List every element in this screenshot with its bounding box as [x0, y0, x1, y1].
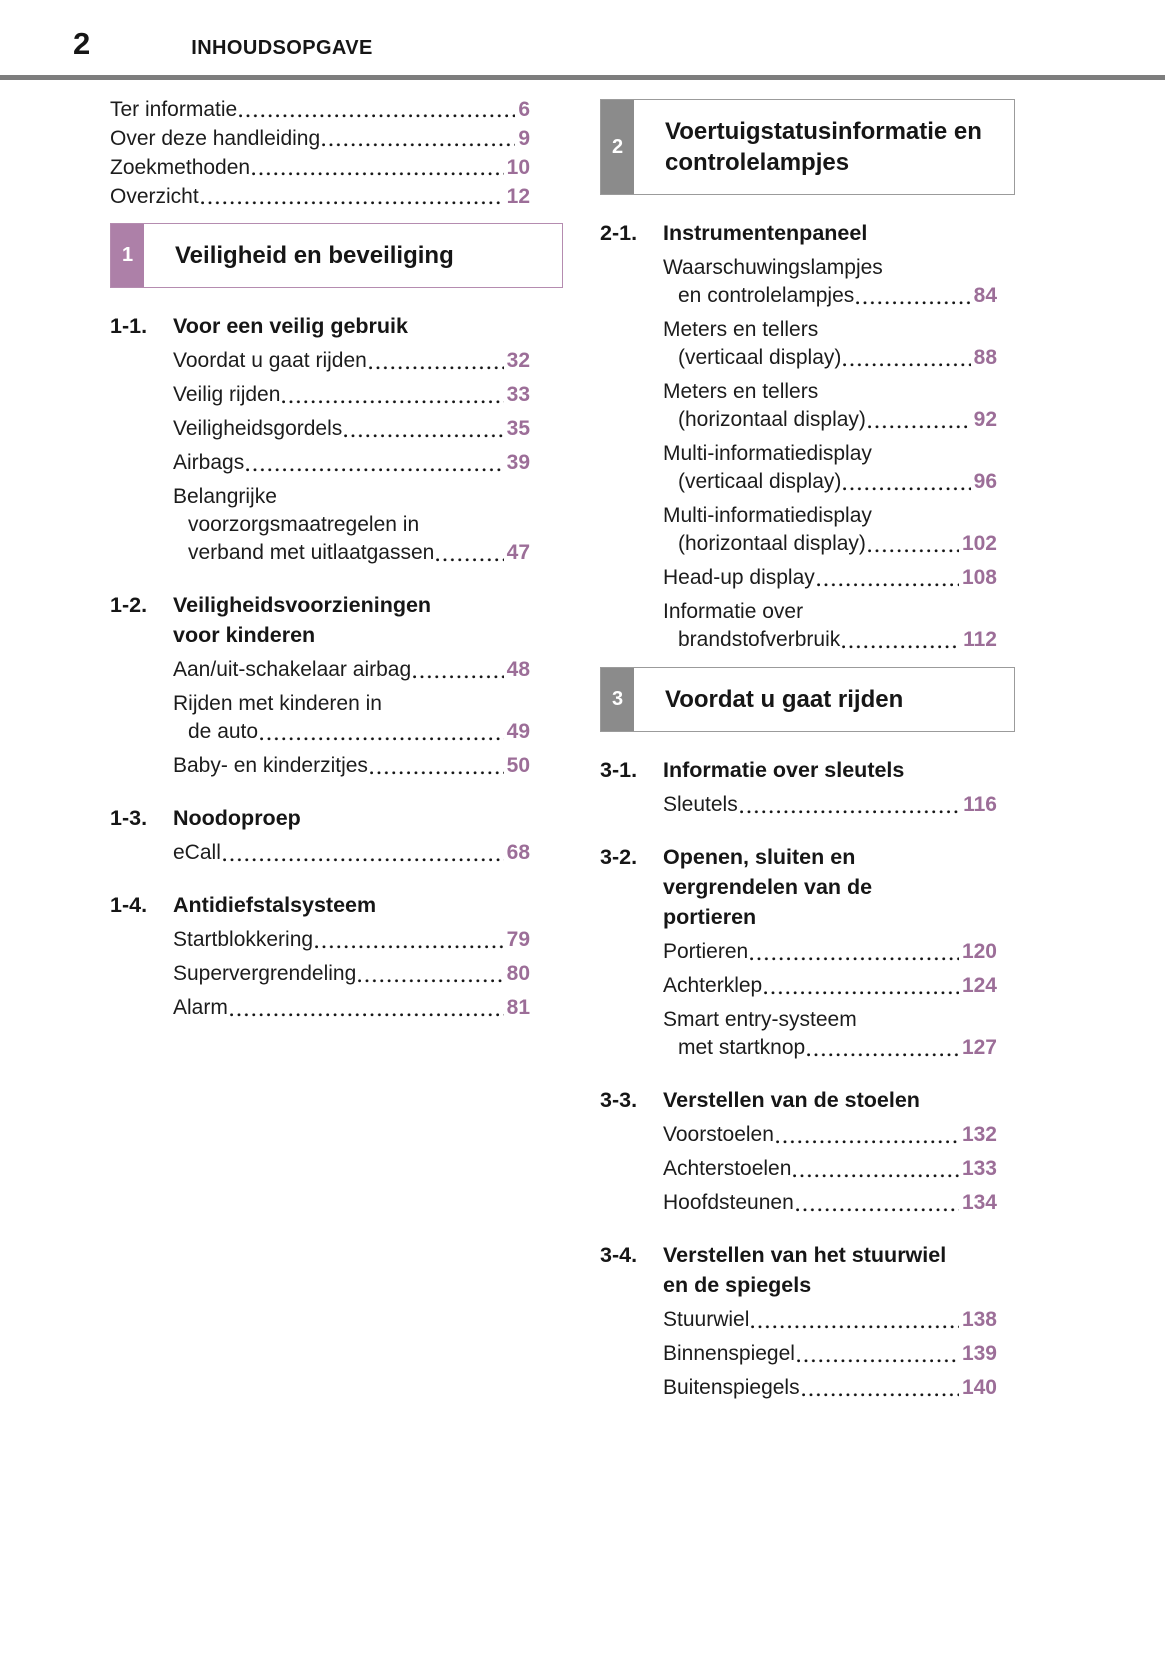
chapter-box-2: [600, 99, 1015, 195]
leader-dots: [843, 363, 970, 367]
toc-entry-label: Voordat u gaat rijden: [173, 349, 367, 372]
leader-dots: [842, 645, 960, 649]
toc-entry-row: [173, 415, 530, 443]
toc-entry: [173, 960, 530, 988]
front-toc-entry: [110, 97, 530, 123]
toc-entry-label: Hoofdsteunen: [663, 1191, 794, 1214]
section-heading: [110, 590, 530, 650]
section-heading: [600, 1085, 997, 1115]
toc-entry-page: 120: [961, 940, 997, 963]
toc-entry-page: 102: [961, 532, 997, 555]
toc-entry-page: 50: [506, 754, 530, 777]
toc-section-14: [110, 890, 530, 1022]
toc-entry-row: [663, 1340, 997, 1368]
toc-entry-page: 68: [506, 841, 530, 864]
toc-entry-row: [663, 938, 997, 966]
front-toc-entry: [110, 184, 530, 210]
toc-entry-label: Airbags: [173, 451, 245, 474]
toc-entry-row: [173, 839, 530, 867]
chapter-title: [634, 668, 911, 731]
toc-entry-page: 112: [963, 628, 997, 651]
toc-entry: [173, 752, 530, 780]
toc-entry-label: Aan/uit-schakelaar airbag: [173, 658, 412, 681]
section-heading: [600, 218, 997, 248]
chapter-number-tab: 3: [601, 668, 634, 731]
toc-entry: [173, 839, 530, 867]
toc-entry-label: Portieren: [663, 940, 749, 963]
leader-dots: [260, 737, 504, 741]
toc-entry-page: 140: [961, 1376, 997, 1399]
toc-entry-label: Sleutels: [663, 793, 738, 816]
section-entries: [173, 347, 530, 567]
section-title-line: Openen, sluiten en: [663, 845, 856, 869]
toc-entry: [663, 564, 997, 592]
toc-entry-row: [663, 564, 997, 592]
toc-entry-page: 116: [963, 793, 997, 816]
toc-entry-page: 12: [506, 185, 530, 208]
section-entries: [173, 926, 530, 1022]
toc-entry-label: Veiligheidsgordels: [173, 417, 343, 440]
toc-entry-label: (verticaal display): [678, 346, 842, 369]
toc-entry-page: 134: [961, 1191, 997, 1214]
leader-dots: [344, 434, 503, 438]
leader-dots: [843, 487, 970, 491]
leader-dots: [252, 172, 504, 176]
page-title: INHOUDSOPGAVE: [191, 37, 373, 59]
section-title: [173, 590, 530, 650]
toc-entry-row: [678, 626, 997, 654]
toc-entry-label: Binnenspiegel: [663, 1342, 795, 1365]
toc-entry: [663, 1374, 997, 1402]
toc-entry-page: 133: [961, 1157, 997, 1180]
toc-entry-row: [188, 718, 530, 746]
section-number: 1-3.: [110, 806, 148, 830]
toc-section-33: [600, 1085, 997, 1217]
toc-entry-row: [663, 1189, 997, 1217]
section-title: [663, 842, 997, 932]
toc-entry-label: eCall: [173, 841, 221, 864]
section-entries: [663, 1121, 997, 1217]
toc-entry-label: Ter informatie: [110, 98, 238, 121]
toc-entry-row: [663, 1306, 997, 1334]
section-heading: [600, 1240, 997, 1300]
leader-dots: [817, 583, 959, 587]
section-title-line: Veiligheidsvoorzieningen: [173, 593, 432, 617]
toc-entry: [663, 1306, 997, 1334]
section-heading: [110, 311, 530, 341]
toc-entry-label: Baby- en kinderzitjes: [173, 754, 368, 777]
leader-dots: [868, 549, 959, 553]
chapter-box-3: [600, 667, 1015, 732]
chapter-box-1: [110, 223, 563, 288]
toc-entry: [663, 972, 997, 1000]
toc-entry-page: 6: [518, 98, 530, 121]
toc-entry: [663, 1121, 997, 1149]
toc-entry-label: (horizontaal display): [678, 408, 866, 431]
section-title-line: Informatie over sleutels: [663, 758, 905, 782]
toc-entry-row: [173, 926, 530, 954]
toc-entry-page: 92: [973, 408, 997, 431]
toc-section-31: [600, 755, 997, 819]
leader-dots: [868, 425, 971, 429]
toc-entry: [663, 791, 997, 819]
toc-section-21: [600, 218, 997, 654]
toc-entry: [173, 656, 530, 684]
section-entries: [663, 254, 997, 654]
section-title-line: en de spiegels: [663, 1273, 812, 1297]
toc-entry-page: 9: [518, 127, 530, 150]
leader-dots: [807, 1053, 959, 1057]
toc-entry: [173, 483, 530, 567]
toc-entry-row: [678, 282, 997, 310]
leader-dots: [246, 468, 503, 472]
toc-entry-label: Achterklep: [663, 974, 763, 997]
toc-entry-label: de auto: [188, 720, 259, 743]
section-title: [173, 311, 530, 341]
section-entries: [173, 839, 530, 867]
toc-column-left: [110, 94, 530, 1028]
section-number: 1-2.: [110, 593, 148, 617]
toc-entry-label: Zoekmethoden: [110, 156, 251, 179]
toc-entry-row: [678, 1034, 997, 1062]
chapter-title: [144, 224, 462, 287]
section-entries: [663, 791, 997, 819]
chapter-title-line: controlelampjes: [665, 149, 850, 176]
toc-entry-page: 47: [506, 541, 530, 564]
toc-entry: [663, 1006, 997, 1062]
toc-entry: [663, 254, 997, 310]
front-toc-list: [110, 97, 530, 210]
section-title: [663, 1085, 997, 1115]
section-title-line: Verstellen van de stoelen: [663, 1088, 920, 1112]
leader-dots: [793, 1174, 959, 1178]
toc-entry-line: Belangrijke: [173, 485, 277, 508]
toc-entry-page: 35: [506, 417, 530, 440]
toc-entry-row: [663, 791, 997, 819]
chapter-title: [634, 100, 990, 194]
leader-dots: [315, 945, 504, 949]
section-title-line: Instrumentenpaneel: [663, 221, 868, 245]
section-entries: [663, 938, 997, 1062]
leader-dots: [802, 1393, 959, 1397]
section-title: [663, 755, 997, 785]
toc-entry-line: voorzorgsmaatregelen in: [188, 513, 420, 536]
toc-entry-label: Voorstoelen: [663, 1123, 774, 1146]
section-title-line: Noodoproep: [173, 806, 301, 830]
toc-entry-label: Veilig rijden: [173, 383, 281, 406]
toc-entry-label: Over deze handleiding: [110, 127, 321, 150]
toc-entry-page: 124: [961, 974, 997, 997]
leader-dots: [413, 675, 504, 679]
toc-entry-row: [173, 347, 530, 375]
toc-section-13: [110, 803, 530, 867]
toc-entry-page: 32: [506, 349, 530, 372]
toc-entry-label: Buitenspiegels: [663, 1376, 800, 1399]
toc-entry: [663, 440, 997, 496]
section-number: 1-4.: [110, 893, 148, 917]
toc-entry-page: 108: [961, 566, 997, 589]
section-title: [663, 218, 997, 248]
section-title-line: portieren: [663, 905, 757, 929]
toc-entry-line: Rijden met kinderen in: [173, 692, 382, 715]
toc-entry-row: [173, 960, 530, 988]
toc-entry-page: 39: [506, 451, 530, 474]
toc-entry-page: 48: [506, 658, 530, 681]
toc-entry-line: Multi-informatiedisplay: [663, 442, 872, 465]
toc-entry-label: (verticaal display): [678, 470, 842, 493]
page-header: [0, 0, 1165, 62]
section-heading: [110, 890, 530, 920]
leader-dots: [282, 400, 503, 404]
section-number: 3-4.: [600, 1243, 638, 1267]
toc-entry: [663, 598, 997, 654]
leader-dots: [322, 143, 515, 147]
toc-entry-page: 84: [973, 284, 997, 307]
section-title: [663, 1240, 997, 1300]
toc-entry: [173, 994, 530, 1022]
toc-entry-line: Meters en tellers: [663, 380, 819, 403]
toc-entry-page: 88: [973, 346, 997, 369]
toc-entry-row: [173, 994, 530, 1022]
leader-dots: [223, 858, 504, 862]
toc-entry-page: 49: [506, 720, 530, 743]
toc-entry-label: verband met uitlaatgassen: [188, 541, 435, 564]
toc-entry-label: Stuurwiel: [663, 1308, 750, 1331]
section-title-line: voor kinderen: [173, 623, 316, 647]
toc-entry: [173, 415, 530, 443]
front-toc-entry: [110, 126, 530, 152]
toc-entry-page: 10: [506, 156, 530, 179]
toc-entry-line: Informatie over: [663, 600, 804, 623]
toc-section-32: [600, 842, 997, 1062]
toc-entry-row: [678, 530, 997, 558]
section-title: [173, 890, 530, 920]
toc-entry-row: [173, 381, 530, 409]
chapter-number-tab: 2: [601, 100, 634, 194]
toc-entry-page: 132: [961, 1123, 997, 1146]
toc-entry-row: [678, 344, 997, 372]
toc-entry-page: 96: [973, 470, 997, 493]
chapter-title-line: Voertuigstatusinformatie en: [665, 118, 982, 145]
toc-content: [0, 80, 1165, 1408]
leader-dots: [230, 1013, 504, 1017]
chapter-title-line: Voordat u gaat rijden: [665, 686, 904, 713]
section-number: 1-1.: [110, 314, 148, 338]
leader-dots: [436, 558, 503, 562]
toc-column-right: [600, 94, 997, 1408]
toc-entry-label: (horizontaal display): [678, 532, 866, 555]
toc-entry-row: [173, 449, 530, 477]
chapter-title-line: Veiligheid en beveiliging: [175, 242, 454, 269]
section-title-line: Voor een veilig gebruik: [173, 314, 408, 338]
toc-entry-page: 81: [506, 996, 530, 1019]
section-title: [173, 803, 530, 833]
front-toc-entry: [110, 155, 530, 181]
toc-entry: [663, 502, 997, 558]
leader-dots: [740, 810, 960, 814]
toc-entry-page: 80: [506, 962, 530, 985]
toc-entry-page: 139: [961, 1342, 997, 1365]
toc-entry-label: Supervergrendeling: [173, 962, 357, 985]
section-number: 3-2.: [600, 845, 638, 869]
toc-entry-page: 79: [506, 928, 530, 951]
toc-entry-row: [663, 1121, 997, 1149]
toc-entry-line: Waarschuwingslampjes: [663, 256, 883, 279]
toc-entry-row: [678, 468, 997, 496]
toc-entry: [663, 316, 997, 372]
leader-dots: [369, 366, 504, 370]
toc-entry-row: [678, 406, 997, 434]
section-number: 3-3.: [600, 1088, 638, 1112]
toc-entry: [173, 690, 530, 746]
section-heading: [600, 755, 997, 785]
toc-entry-label: Alarm: [173, 996, 228, 1019]
leader-dots: [796, 1208, 959, 1212]
toc-entry-page: 127: [961, 1036, 997, 1059]
toc-entry-page: 138: [961, 1308, 997, 1331]
toc-entry-line: Multi-informatiedisplay: [663, 504, 872, 527]
toc-entry: [663, 938, 997, 966]
toc-entry-line: Meters en tellers: [663, 318, 819, 341]
leader-dots: [201, 201, 504, 205]
toc-entry: [663, 1155, 997, 1183]
toc-entry-row: [173, 752, 530, 780]
toc-entry-label: Head-up display: [663, 566, 815, 589]
toc-entry: [173, 449, 530, 477]
leader-dots: [750, 957, 959, 961]
toc-entry: [663, 1189, 997, 1217]
toc-entry: [173, 347, 530, 375]
section-number: 2-1.: [600, 221, 638, 245]
toc-entry: [663, 378, 997, 434]
section-entries: [173, 656, 530, 780]
leader-dots: [370, 771, 504, 775]
section-entries: [663, 1306, 997, 1402]
leader-dots: [856, 301, 970, 305]
toc-entry-label: Achterstoelen: [663, 1157, 792, 1180]
leader-dots: [764, 991, 959, 995]
section-title-line: vergrendelen van de: [663, 875, 873, 899]
toc-entry-line: Smart entry-systeem: [663, 1008, 857, 1031]
section-title-line: Verstellen van het stuurwiel: [663, 1243, 947, 1267]
toc-entry-page: 33: [506, 383, 530, 406]
leader-dots: [751, 1325, 959, 1329]
section-heading: [110, 803, 530, 833]
toc-section-34: [600, 1240, 997, 1402]
toc-entry-row: [188, 539, 530, 567]
toc-entry-row: [663, 1155, 997, 1183]
toc-entry-label: Startblokkering: [173, 928, 314, 951]
leader-dots: [358, 979, 503, 983]
toc-entry-label: Overzicht: [110, 185, 199, 208]
leader-dots: [776, 1140, 959, 1144]
leader-dots: [239, 114, 515, 118]
toc-entry-label: met startknop: [678, 1036, 806, 1059]
toc-section-11: [110, 311, 530, 567]
section-number: 3-1.: [600, 758, 638, 782]
leader-dots: [797, 1359, 959, 1363]
toc-entry: [663, 1340, 997, 1368]
chapter-number-tab: 1: [111, 224, 144, 287]
toc-section-12: [110, 590, 530, 780]
toc-entry-row: [663, 1374, 997, 1402]
toc-entry-label: brandstofverbruik: [678, 628, 841, 651]
section-title-line: Antidiefstalsysteem: [173, 893, 377, 917]
toc-entry: [173, 926, 530, 954]
toc-entry-label: en controlelampjes: [678, 284, 855, 307]
toc-entry-row: [173, 656, 530, 684]
toc-entry-row: [663, 972, 997, 1000]
section-heading: [600, 842, 997, 932]
page-number: 2: [73, 26, 91, 61]
toc-entry: [173, 381, 530, 409]
